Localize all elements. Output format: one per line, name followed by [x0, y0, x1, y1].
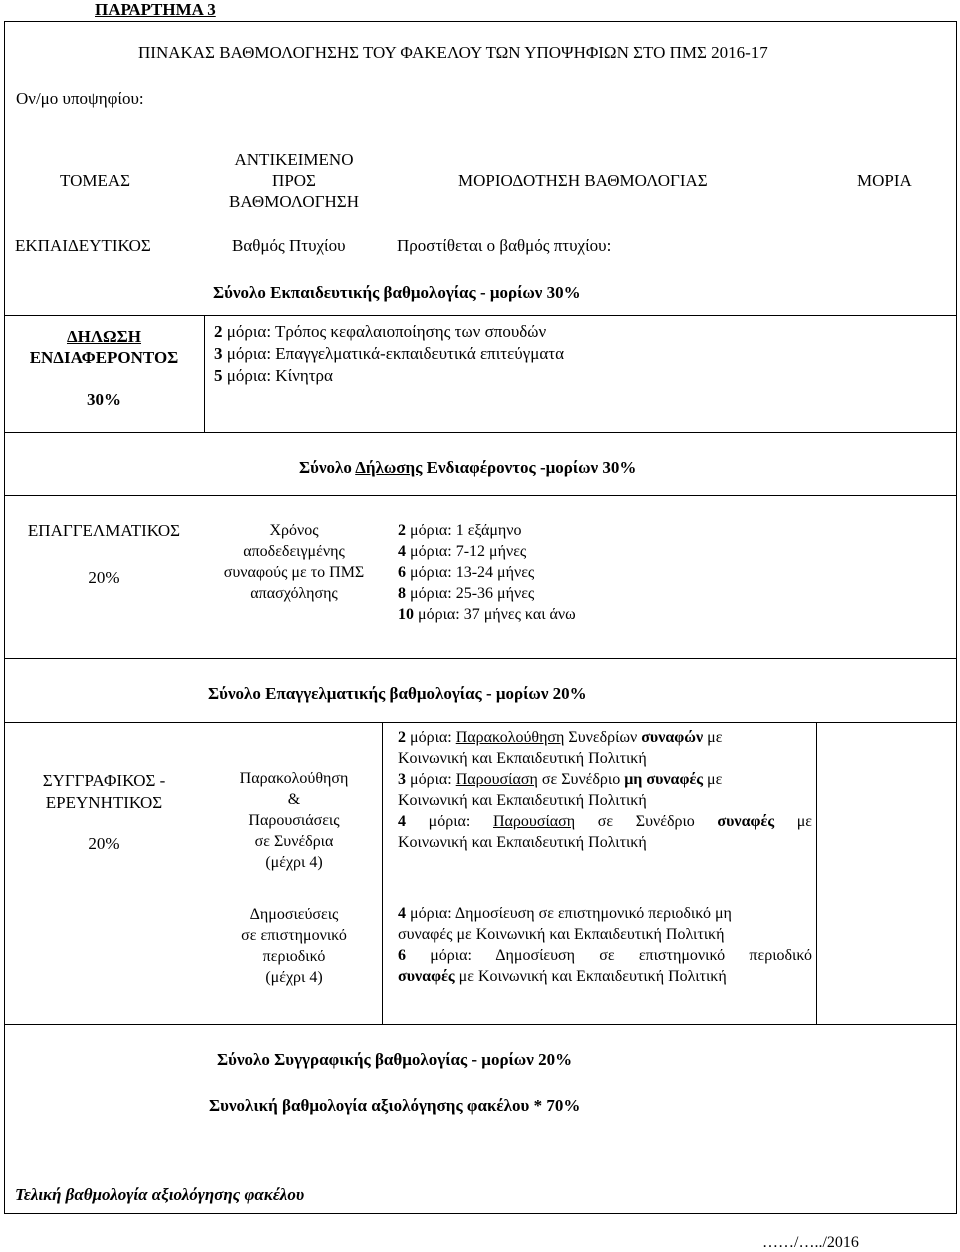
list-item: 4 μόρια: Παρουσίαση σε Συνέδριο συναφές με [398, 813, 813, 830]
list-item: 6 μόρια: Δημοσίευση σε επιστημονικό περιοδικό [398, 947, 813, 964]
overall-total: Συνολική βαθμολογία αξιολόγησης φακέλου * 70% [209, 1096, 581, 1115]
divider [4, 1024, 957, 1025]
divider [4, 432, 957, 433]
header-sector: ΤΟΜΕΑΣ [60, 171, 131, 190]
list-item: 6 μόρια: 13-24 μήνες [398, 564, 535, 581]
professional-items [398, 520, 576, 625]
list-item: 3 μόρια: Παρουσίαση σε Συνέδριο μη συναφές με [398, 771, 723, 788]
list-item: 2 μόρια: Τρόπος κεφαλαιοποίησης των σπουδών [214, 322, 547, 341]
border-top [4, 21, 957, 22]
col-divider [816, 722, 817, 1025]
interest-sector: ΔΗΛΩΣΗ ΕΝΔΙΑΦΕΡΟΝΤΟΣ [29, 327, 179, 367]
border-left [4, 21, 5, 1214]
conference-scoring: 2 μόρια: Παρακολούθηση Συνεδρίων συναφών με Κοινωνική και Εκπαιδευτική Πολιτική 3 μόρια: Παρουσίαση σε Συνέδριο μη συναφές με Κοινωνική και Εκπαιδευτική Πολιτική 4 μόρια: Παρουσίαση σε Συνέδριο συναφές με Κοινωνική και Εκπαιδευτική Πολιτική [398, 729, 813, 851]
list-item: 2 μόρια: Παρακολούθηση Συνεδρίων συναφών με [398, 729, 723, 746]
col-divider [204, 315, 205, 433]
appendix-title: ΠΑΡΑΡΤΗΜΑ 3 [95, 0, 216, 19]
list-item: 5 μόρια: Κίνητρα [214, 366, 333, 385]
list-item: 4 μόρια: 7-12 μήνες [398, 543, 527, 560]
header-points: ΜΟΡΙΑ [857, 171, 912, 190]
publication-subject: Δημοσιεύσεις σε επιστημονικό περιοδικό (μέχρι 4) [241, 906, 347, 986]
professional-sector: ΕΠΑΓΓΕΛΜΑΤΙΚΟΣ [27, 521, 181, 540]
border-right [956, 21, 957, 1214]
education-subject: Βαθμός Πτυχίου [232, 236, 346, 255]
education-total: Σύνολο Εκπαιδευτικής βαθμολογίας - μορίων 30% [213, 283, 581, 302]
border-bottom [4, 1213, 957, 1214]
divider [4, 658, 957, 659]
interest-items [214, 321, 564, 387]
list-item: 2 μόρια: 1 εξάμηνο [398, 522, 522, 539]
list-item: 4 μόρια: Δημοσίευση σε επιστημονικό περιοδικό μη [398, 905, 732, 922]
professional-total: Σύνολο Επαγγελματικής βαθμολογίας - μορίων 20% [208, 684, 587, 703]
list-item: 8 μόρια: 25-36 μήνες [398, 585, 535, 602]
final-score-label: Τελική βαθμολογία αξιολόγησης φακέλου [15, 1185, 305, 1204]
education-sector: ΕΚΠΑΙΔΕΥΤΙΚΟΣ [15, 236, 151, 255]
research-percent: 20% [88, 834, 120, 853]
list-item: 3 μόρια: Επαγγελματικά-εκπαιδευτικά επιτεύγματα [214, 344, 564, 363]
research-total: Σύνολο Συγγραφικής βαθμολογίας - μορίων 20% [217, 1050, 573, 1069]
table-title: ΠΙΝΑΚΑΣ ΒΑΘΜΟΛΟΓΗΣΗΣ ΤΟΥ ΦΑΚΕΛΟΥ ΤΩΝ ΥΠΟΨΗΦΙΩΝ ΣΤΟ ΠΜΣ 2016-17 [138, 43, 768, 62]
divider [4, 495, 957, 496]
col-divider [382, 722, 383, 1025]
publication-scoring: 4 μόρια: Δημοσίευση σε επιστημονικό περιοδικό μη συναφές με Κοινωνική και Εκπαιδευτική Πολιτική 6 μόρια: Δημοσίευση σε επιστημονικό περιοδικό συναφές με Κοινωνική και Εκπαιδευτική Πολιτική [398, 905, 813, 985]
professional-percent: 20% [88, 568, 120, 587]
header-subject: ΑΝΤΙΚΕΙΜΕΝΟ ΠΡΟΣ ΒΑΘΜΟΛΟΓΗΣΗ [229, 150, 359, 211]
date: ……/…../2016 [762, 1234, 859, 1251]
list-item: 10 μόρια: 37 μήνες και άνω [398, 606, 576, 623]
conference-subject: Παρακολούθηση & Παρουσιάσεις σε Συνέδρια (μέχρι 4) [239, 770, 349, 871]
education-scoring: Προστίθεται ο βαθμός πτυχίου: [397, 236, 612, 255]
divider [4, 315, 957, 316]
research-sector: ΣΥΓΓΡΑΦΙΚΟΣ - ΕΡΕΥΝΗΤΙΚΟΣ [42, 771, 166, 812]
professional-subject: Χρόνος αποδεδειγμένης συναφούς με το ΠΜΣ απασχόλησης [223, 522, 365, 602]
divider [4, 722, 957, 723]
candidate-label: Ον/μο υποψηφίου: [16, 89, 144, 108]
header-scoring: ΜΟΡΙΟΔΟΤΗΣΗ ΒΑΘΜΟΛΟΓΙΑΣ [458, 171, 708, 190]
interest-total: Σύνολο Δήλωσης Ενδιαφέροντος -μορίων 30% [299, 458, 637, 477]
interest-percent: 30% [87, 390, 121, 409]
